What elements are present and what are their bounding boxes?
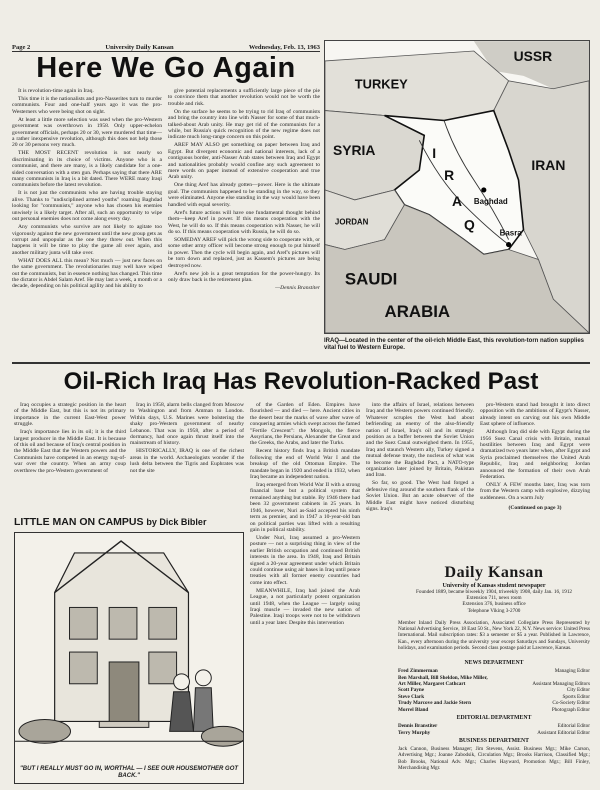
feature-paragraph: pro-Western stand had brought it into direct opposition with the ambitions of Egypt's Nasser, already intent on carving out his own Middle East sphere of influence. [480, 402, 590, 428]
staff-row: Terry Murphy Assistant Editorial Editor [398, 729, 590, 736]
editorial-dept-heading: EDITORIAL DEPARTMENT [456, 715, 532, 722]
feature-paragraph: Iraq occupies a strategic position in the heart of the Middle East, but this is not its primary importance in the current East-West power struggle. [14, 402, 126, 428]
feature-paragraph: HISTORICALLY, IRAQ is one of the richest areas in the world. Archaeologists wonder if the lush delta between the Tigris and Euphrates was not the site [130, 448, 244, 474]
label-jordan: JORDAN [334, 217, 369, 227]
masthead-phone: Extension 376, business office [462, 601, 526, 608]
label-iraq-a: A [452, 192, 463, 209]
feature-paragraph: Iraq emerged from World War II with a strong financial base but a political system that remained anything but stable. By 1946 there had been 32 government cabinets in 25 years. In 1946, however, Nuri as-Said accepted his ninth term as premier, and in 1947 a 10-year-old ban on political parties was lifted with a resulting gain in political stability. [250, 482, 360, 533]
label-basra: Basra [499, 228, 522, 238]
feature-column-a [14, 402, 126, 514]
label-baghdad: Baghdad [473, 196, 508, 206]
map-drawing [325, 41, 589, 333]
editorial-headline: Here We Go Again [36, 52, 296, 84]
editorial-column-1 [12, 88, 162, 366]
label-saudi: SAUDI [344, 269, 398, 289]
feature-paragraph: So far, so good. The West had forged a defensive ring around the southern flank of the Soviet Union. But an acute observer of the Middle East might have noticed disturbing signs. Iraq's [366, 480, 474, 513]
feature-column-d [366, 402, 474, 560]
editorial-paragraph: Aref's future actions will have one fundamental thought behind them—keep Aref in power. If this means cooperation with the West, he will do so. If this means cooperation with Nasser, he will do so. If this means cooperation with Russia, he will do so. [168, 209, 320, 235]
feature-paragraph: Iraq's importance lies in its oil; it is the third largest producer in the Middle East. It is because of this oil and because of Iraq's central position in the Middle East that the Western powers and the Communists have competed in an energy tug-of-war over the country. When an army coup overthrew the pro-Western government of [14, 429, 126, 474]
staff-row: Fred Zimmerman Managing Editor [398, 668, 590, 675]
editorial-column-2 [168, 88, 320, 366]
editorial-paragraph: One thing Aref has already gotten—power. Here is the ultimate goal. The communists happened to be standing in the way, so they were eliminated. Anyone else standing in the way would have been handled with equal severity. [168, 182, 320, 208]
news-dept-heading: NEWS DEPARTMENT [464, 660, 524, 666]
staff-box [398, 658, 590, 788]
staff-row: Dennis Branstiter Editorial Editor [398, 723, 590, 730]
basra-dot [506, 242, 511, 247]
staff-row: Morrel Bland Photograph Editor [398, 706, 590, 713]
editorial-paragraph: It is not just the communists who are having trouble staying alive. Thanks to "undisciplined armed youths" roaming Baghdad looking for "communists," anyone who has chosen his enemies unwisely is a likely target. After all, such an opportunity to wipe out personal enemies does not come along every day. [12, 190, 162, 223]
editorial-paragraph: AREF MAY ALSO get something on paper between Iraq and Egypt. But divergent economic and national interests, lack of a contiguous border, anti-Nasser Arab states between Iraq and Egypt and nationalities probably would confine any such agreement to mere words on paper instead of extensive cooperation and true Arab unity. [168, 142, 320, 181]
masthead-founded: Founded 1889, became biweekly 1904, triweekly 1908, daily Jan. 16, 1912 [415, 589, 573, 595]
editorial-paragraph: give potential replacements a sufficiently large piece of the pie to convince them that another revolution would not be worth the trouble and risk. [168, 88, 320, 107]
feature-headline: Oil-Rich Iraq Has Revolution-Racked Past [63, 368, 539, 395]
editorial-paragraph: SOMEDAY AREF will pick the wrong side to cooperate with, or some other army officer will become strong enough to put himself in power. Then the cycle will begin again, and Aref's pictures will be torn down and replaced, just as Kassem's pictures are being destroyed now. [168, 236, 320, 269]
cartoon-title-text: LITTLE MAN ON CAMPUS [14, 516, 144, 528]
iraq-map [324, 40, 590, 334]
feature-paragraph: ONLY A FEW months later, Iraq was torn from the Western camp with explosive, dizzying suddenness. On a warm July [480, 482, 590, 501]
staff-row: Ben Marshall, Bill Sheldon, Mike Miller, [398, 674, 488, 681]
feature-paragraph: MEANWHILE, Iraq had joined the Arab League, a not particularly potent organization until 1948, when the League — largely using Iraqi muscle — invaded the new nation of Palestine. Iraqi troops were not to be withdrawn until a year later. Despite this intervention [250, 587, 360, 626]
masthead-boilerplate: Member Inland Daily Press Association, Associated Collegiate Press Represented by National Advertising Service, 18 East 50 St., New York 22, N.Y. News service: United Press International. Mail subscription rates: $3 a semester or $5 a year. Published in Lawrence, Kan., every afternoon during the university year except Saturdays and Sundays, University holidays, and examination periods. Second class postage paid at Lawrence, Kansas. [398, 620, 590, 651]
staff-row: Steve Clark Sports Editor [398, 693, 590, 700]
editorial-signature: —Dennis Branstiter [275, 284, 320, 291]
masthead-phone: Extension 711, news room [466, 595, 522, 602]
feature-paragraph: Iraq in 1958, alarm bells clanged from Moscow to Washington and from Amman to London. Within days, U.S. Marines were bolstering the shaky pro-Western government of nearby Lebanon. That was in 1958, after a period of dormancy, had once again thrust itself into the mainstream of history. [130, 402, 244, 447]
label-syria: SYRIA [332, 142, 376, 159]
label-iraq-q: Q [463, 216, 475, 233]
label-ussr: USSR [513, 47, 553, 64]
feature-column-c [250, 402, 360, 786]
business-staff: Jack Cannon, Business Manager; Jim Stevens, Assist. Business Mgr.; Mike Carson, Advertising Mgr.; Joanne Zabodsik, Circulation Mgr.; Brooks Harrison, Classified Mgr.; Bob Brooks, National Adv. Mgr.; Charles Hayward, Promotion Mgr.; Bill Finley, Merchandising Mgr. [398, 746, 590, 771]
editorial-paragraph: WHAT DOES ALL this mean? Not much — just new faces on the same government. The revolutionaries may well have wiped out the communists, but in essence nothing has changed. This time the dictator is Abdel Salam Aref. He may last a week, a month or a decade, depending on his political agility and his ability to [12, 257, 162, 290]
editorial-paragraph: At least a little more selection was used when the pro-Western government was overthrown in 1958. Only upper-echelon government officials, perhaps 20 or 30, were murdered that time—a rather inexpensive revolution, although this does not help those 20 or 30 persons very much. [12, 116, 162, 149]
label-turkey: TURKEY [354, 76, 408, 92]
staff-row: Art Miller, Margaret Cathcart Assistant Managing Editors [398, 681, 590, 688]
label-iraq-r: R [444, 167, 455, 184]
page-number: Page 2 [12, 44, 31, 51]
paper-name: University Daily Kansan [105, 44, 174, 51]
turkey-region [325, 51, 509, 120]
issue-date: Wednesday, Feb. 13, 1963 [248, 44, 320, 51]
editorial-paragraph: It is revolution-time again in Iraq. [18, 88, 94, 94]
editorial-paragraph: Any communists who survive are not likely to agitate too vigorously against the new government until the new group gets as corrupt and unpopular as the one they threw out. When this happens it will be time to play the game all over again, and another military junta will take over. [12, 224, 162, 256]
section-rule [12, 362, 590, 364]
masthead-subtitle: University of Kansas student newspaper [442, 583, 546, 589]
cartoon-drawing [15, 533, 243, 783]
feature-paragraph: Although Iraq did side with Egypt during the 1956 Suez Canal crisis with Britain, mutual hostilities between Iraq and Egypt were dramatized two years later when, after Egypt and Syria proclaimed themselves the United Arab Republic, Iraq and neighboring Jordan announced the formation of their own Arab Federation. [480, 429, 590, 481]
label-iraq-i: I [432, 145, 437, 162]
staff-row: Trudy Marcove and Jackie Stern Co-Society Editor [398, 700, 590, 707]
feature-paragraph: Recent history finds Iraq a British mandate following the end of World War I and the breakup of the old Ottoman Empire. The mandate began in 1920 and ended in 1932, when Iraq became an independent nation. [250, 448, 360, 481]
label-iran: IRAN [531, 157, 566, 174]
cartoon-byline: by Dick Bibler [146, 517, 207, 527]
editorial-paragraph: Aref's new job is a great temptation for the power-hungry. Its only draw back is the retirement plan. [168, 270, 320, 283]
cartoon-panel [14, 532, 244, 784]
masthead [398, 564, 590, 614]
masthead-name: Daily Kansan [444, 564, 544, 581]
business-dept-heading: BUSINESS DEPARTMENT [458, 738, 530, 745]
masthead-phone: Telephone Viking 3-2700 [467, 607, 521, 614]
map-caption: IRAQ—Located in the center of the oil-rich Middle East, this revolution-torn nation supplies vital fuel to Western Europe. [324, 338, 585, 352]
feature-column-b [130, 402, 244, 514]
label-arabia: ARABIA [384, 302, 451, 322]
staff-row: Scott Payne City Editor [398, 687, 590, 694]
cartoon-speech: "BUT I REALLY MUST GO IN, WORTHAL — I SEE OUR HOUSEMOTHER GOT BACK." [19, 766, 239, 779]
feature-paragraph: Under Nuri, Iraq assumed a pro-Western posture — not a surprising thing in view of the earlier British occupation and continued British interests in the area. In 1948, Iraq and Britain signed a 20-year agreement under which Britain could continue using air bases in Iraq until peace treaties with all former enemy countries had come into effect. [250, 534, 360, 586]
editorial-paragraph: This time it is the nationalists and pro-Nasserites turn to murder communists. Four and one-half years ago it was the pro-Westerners who were being shot on sight. [12, 96, 162, 115]
feature-paragraph: into the affairs of Israel, relations between Iraq and the Western powers continued friendly. Whatever scruples the West had about befriending an enemy of the also-friendly nation of Israel, Iraq's oil and its strategic position as a buffer between the Soviet Union and the Suez Canal outweighed them. In 1955, Iraq and staunch Western ally, Turkey signed a mutual defense treaty, the nucleus of what was to become the Baghdad Pact, a NATO-type organization later joined by Britain, Pakistan and Iran. [366, 402, 474, 479]
editorial-paragraph: On the surface he seems to be trying to rid Iraq of communists and bring the country into line with Nasser for some of that much-talked-about Arab unity. He may get rid of the communists for a while, but Russia's quick recognition of the new regime does not indicate much long-range concern on this point. [168, 108, 320, 141]
editorial-paragraph: THE MOST RECENT revolution is not nearly so discriminating in its choice of victims. Anyone who is a communist, and there are many, is a likely candidate for a one-sided conversation with a sten gun. Perhaps saying that there ARE many communists in Iraq is a bit dated. There WERE many Iraqi communists before the latest revolution. [12, 150, 162, 189]
baghdad-dot [481, 187, 486, 192]
feature-paragraph: of the Garden of Eden. Empires have flourished — and died — here. Ancient cities in the desert bear the marks of wave after wave of conquering armies which swept across the famed "Fertile Crescent": the Mongols, the fierce Assyrians, the Persians, Alexander the Great and the Greeks, the Arabs, and later the Turks. [250, 402, 360, 447]
continued-note: (Continued on page 3) [508, 505, 562, 512]
cartoon-title [14, 516, 244, 530]
feature-column-e [480, 402, 590, 560]
folio-line [12, 40, 320, 52]
